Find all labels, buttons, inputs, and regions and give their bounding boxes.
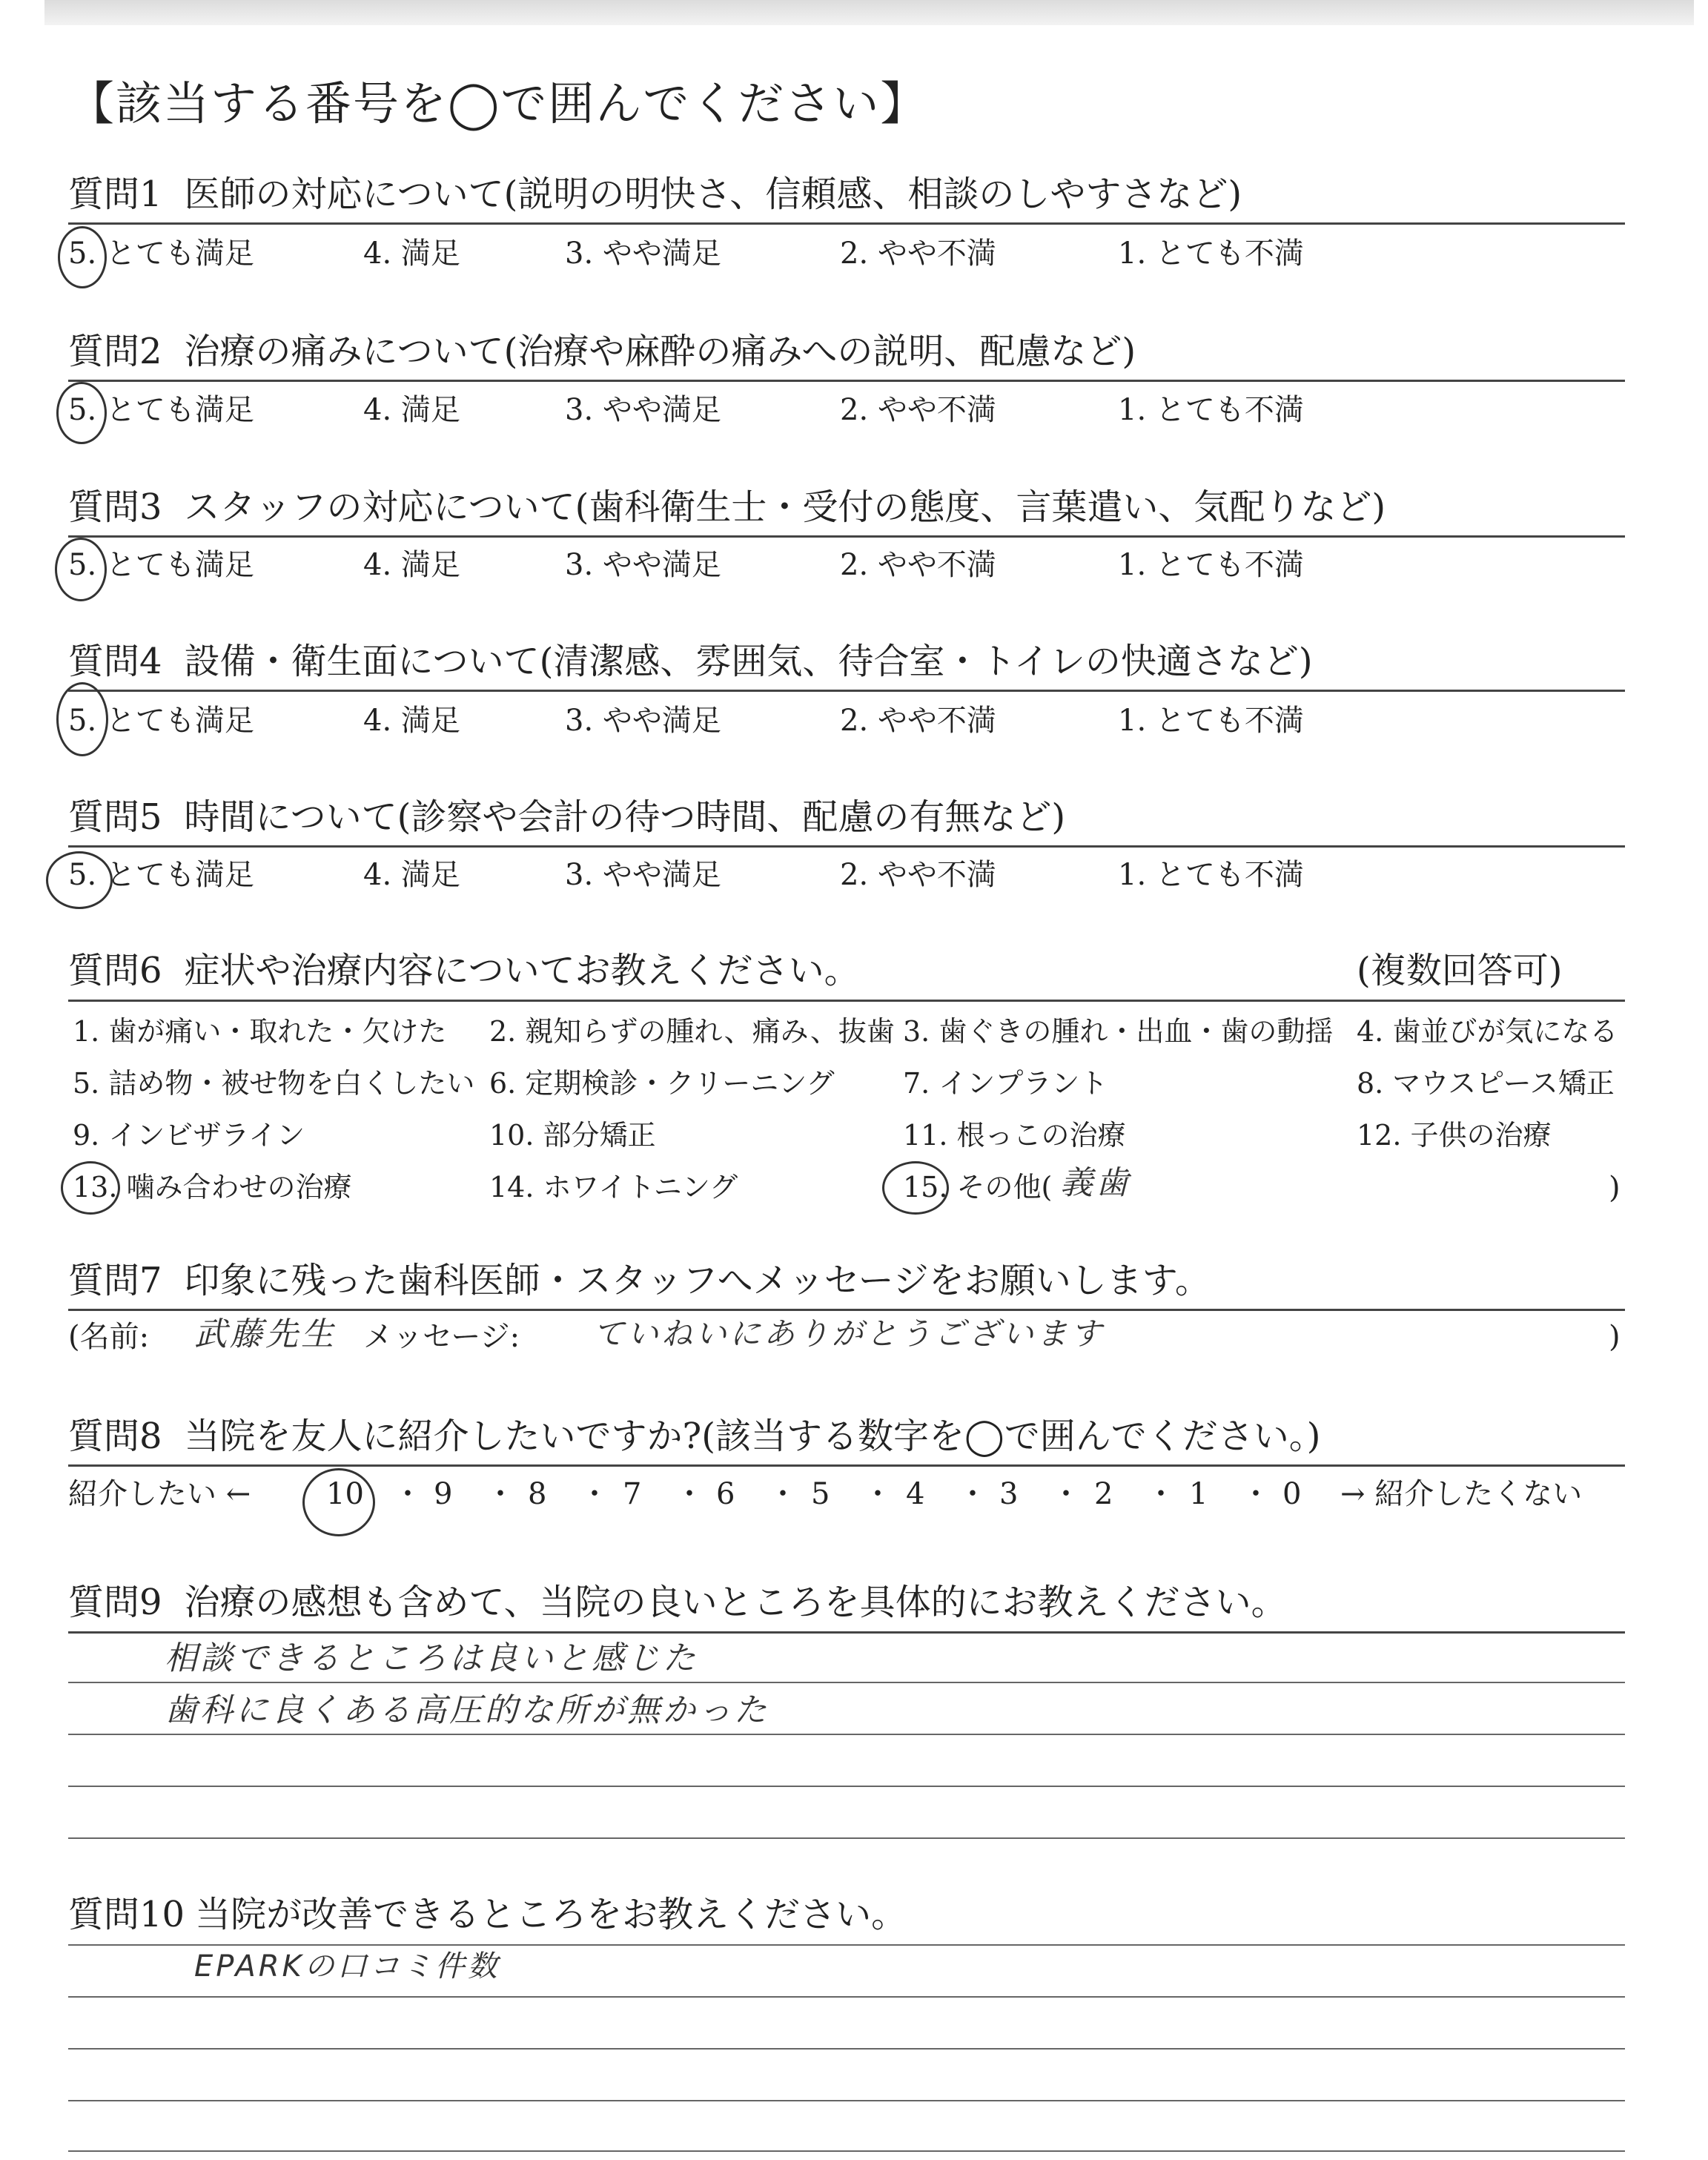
hand-drawn-circle (882, 1161, 949, 1215)
question-number: 質問8 (68, 1416, 162, 1457)
staff-name-handwritten: 武藤先生 (194, 1315, 337, 1353)
hand-drawn-circle (56, 382, 107, 444)
answer-line (68, 2150, 1625, 2152)
question-text: 医師の対応について(説明の明快さ、信頼感、相談のしやすさなど) (184, 174, 1242, 215)
scale-separator: ・ (580, 1477, 609, 1511)
question-text: 設備・衛生面について(清潔感、雰囲気、待合室・トイレの快適さなど) (184, 641, 1313, 682)
rating-option-2[interactable]: 2. やや不満 (840, 393, 996, 427)
scale-9[interactable]: 9 (434, 1477, 453, 1511)
answer-line (68, 1786, 1625, 1787)
scale-10[interactable]: 10 (326, 1477, 364, 1511)
scale-2[interactable]: 2 (1094, 1477, 1113, 1511)
rating-option-3[interactable]: 3. やや満足 (565, 548, 721, 582)
rating-option-5[interactable]: 5. とても満足 (68, 548, 254, 582)
scale-0[interactable]: 0 (1282, 1477, 1302, 1511)
multiple-answer-note: (複数回答可) (1357, 950, 1563, 991)
question-text: 症状や治療内容についてお教えください。 (184, 950, 860, 991)
rating-option-5[interactable]: 5. とても満足 (68, 393, 254, 427)
rating-option-1[interactable]: 1. とても不満 (1118, 393, 1304, 427)
question-number: 質問3 (68, 486, 162, 528)
question-number: 質問1 (68, 174, 162, 215)
name-label: (名前: (68, 1320, 150, 1354)
answer-line (68, 1996, 1625, 1998)
rating-option-2[interactable]: 2. やや不満 (840, 858, 996, 892)
scale-1[interactable]: 1 (1189, 1477, 1208, 1511)
question-number: 質問5 (68, 796, 162, 838)
divider (68, 845, 1625, 848)
rating-option-4[interactable]: 4. 満足 (363, 548, 460, 582)
rating-option-1[interactable]: 1. とても不満 (1118, 548, 1304, 582)
rating-option-4[interactable]: 4. 満足 (363, 704, 460, 738)
scale-7[interactable]: 7 (623, 1477, 642, 1511)
question-number: 質問9 (68, 1582, 162, 1623)
scale-separator: ・ (1146, 1477, 1176, 1511)
answer-line (68, 2048, 1625, 2050)
divider (68, 690, 1625, 692)
recommend-right-label: → 紹介したくない (1340, 1477, 1583, 1511)
answer-line (68, 2100, 1625, 2101)
rating-option-4[interactable]: 4. 満足 (363, 237, 460, 271)
rating-option-4[interactable]: 4. 満足 (363, 858, 460, 892)
scale-8[interactable]: 8 (528, 1477, 547, 1511)
hand-drawn-circle (58, 226, 107, 288)
question-number: 質問7 (68, 1260, 162, 1301)
symptom-option-6[interactable]: 6. 定期検診・クリーニング (489, 1067, 835, 1100)
question-number: 質問2 (68, 331, 162, 372)
symptom-option-13[interactable]: 13. 噛み合わせの治療 (73, 1171, 352, 1203)
question-text: 当院が改善できるところをお教えください。 (195, 1894, 907, 1935)
symptom-option-4[interactable]: 4. 歯並びが気になる (1357, 1015, 1618, 1048)
symptom-option-2[interactable]: 2. 親知らずの腫れ、痛み、抜歯 (489, 1015, 895, 1048)
rating-option-5[interactable]: 5. とても満足 (68, 858, 254, 892)
recommend-left-label: 紹介したい ← (68, 1477, 251, 1511)
divider (68, 1000, 1625, 1002)
rating-option-1[interactable]: 1. とても不満 (1118, 858, 1304, 892)
scale-4[interactable]: 4 (906, 1477, 925, 1511)
scale-separator: ・ (1051, 1477, 1081, 1511)
symptom-option-12[interactable]: 12. 子供の治療 (1357, 1119, 1552, 1152)
symptom-option-3[interactable]: 3. 歯ぐきの腫れ・出血・歯の動揺 (903, 1015, 1334, 1048)
rating-option-5[interactable]: 5. とても満足 (68, 704, 254, 738)
question-text: 時間について(診察や会計の待つ時間、配慮の有無など) (184, 796, 1066, 838)
symptom-option-5[interactable]: 5. 詰め物・被せ物を白くしたい (73, 1067, 475, 1100)
symptom-option-8[interactable]: 8. マウスピース矯正 (1357, 1067, 1615, 1100)
scale-3[interactable]: 3 (999, 1477, 1019, 1511)
hand-drawn-circle (56, 682, 108, 756)
good-point-line-2: 歯科に良くある高圧的な所が無かった (165, 1691, 769, 1729)
scale-separator: ・ (1241, 1477, 1271, 1511)
rating-option-1[interactable]: 1. とても不満 (1118, 704, 1304, 738)
divider (68, 380, 1625, 382)
scale-6[interactable]: 6 (716, 1477, 735, 1511)
symptom-option-10[interactable]: 10. 部分矯正 (489, 1119, 656, 1152)
question-text: 印象に残った歯科医師・スタッフへメッセージをお願いします。 (184, 1260, 1211, 1301)
divider (68, 1464, 1625, 1467)
scale-separator: ・ (863, 1477, 893, 1511)
rating-option-3[interactable]: 3. やや満足 (565, 237, 721, 271)
rating-option-1[interactable]: 1. とても不満 (1118, 237, 1304, 271)
question-text: 治療の痛みについて(治療や麻酔の痛みへの説明、配慮など) (184, 331, 1136, 372)
rating-option-3[interactable]: 3. やや満足 (565, 858, 721, 892)
symptom-option-7[interactable]: 7. インプラント (903, 1067, 1108, 1100)
rating-option-3[interactable]: 3. やや満足 (565, 704, 721, 738)
closing-paren: ) (1609, 1320, 1621, 1354)
scale-separator: ・ (675, 1477, 704, 1511)
closing-paren: ) (1609, 1171, 1621, 1205)
other-handwritten-answer: 義歯 (1060, 1164, 1131, 1202)
good-point-line-1: 相談できるところは良いと感じた (165, 1639, 698, 1677)
divider (68, 1309, 1625, 1311)
symptom-option-14[interactable]: 14. ホワイトニング (489, 1171, 738, 1203)
hand-drawn-circle (61, 1161, 120, 1215)
divider (68, 222, 1625, 225)
question-text: 当院を友人に紹介したいですか?(該当する数字を◯で囲んでください。) (184, 1416, 1321, 1457)
question-text: 治療の感想も含めて、当院の良いところを具体的にお教えください。 (184, 1582, 1287, 1623)
answer-line (68, 1944, 1625, 1946)
hand-drawn-circle (46, 851, 113, 909)
question-number: 質問6 (68, 950, 162, 991)
message-handwritten: ていねいにありがとうございます (593, 1315, 1105, 1352)
scale-separator: ・ (393, 1477, 423, 1511)
question-number: 質問4 (68, 641, 162, 682)
symptom-option-11[interactable]: 11. 根っこの治療 (903, 1119, 1126, 1152)
answer-line (68, 1734, 1625, 1735)
scale-5[interactable]: 5 (811, 1477, 830, 1511)
scan-top-edge (44, 0, 1694, 25)
rating-option-2[interactable]: 2. やや不満 (840, 548, 996, 582)
page-heading: 【該当する番号を◯で囲んでください】 (68, 76, 928, 131)
divider (68, 535, 1625, 538)
rating-option-5[interactable]: 5. とても満足 (68, 237, 254, 271)
answer-line (68, 1682, 1625, 1683)
hand-drawn-circle (302, 1468, 375, 1536)
rating-option-4[interactable]: 4. 満足 (363, 393, 460, 427)
symptom-option-15[interactable]: 15. その他( (903, 1171, 1053, 1203)
rating-option-3[interactable]: 3. やや満足 (565, 393, 721, 427)
symptom-option-9[interactable]: 9. インビザライン (73, 1119, 305, 1152)
rating-option-2[interactable]: 2. やや不満 (840, 704, 996, 738)
answer-line (68, 1837, 1625, 1839)
question-number: 質問10 (68, 1894, 185, 1935)
scale-separator: ・ (486, 1477, 515, 1511)
improvement-line-1: EPARKの口コミ件数 (194, 1949, 500, 1984)
scale-separator: ・ (768, 1477, 798, 1511)
rating-option-2[interactable]: 2. やや不満 (840, 237, 996, 271)
symptom-option-1[interactable]: 1. 歯が痛い・取れた・欠けた (73, 1015, 447, 1048)
question-text: スタッフの対応について(歯科衛生士・受付の態度、言葉遣い、気配りなど) (184, 486, 1386, 528)
message-label: メッセージ: (363, 1320, 520, 1354)
scale-separator: ・ (958, 1477, 987, 1511)
hand-drawn-circle (55, 538, 107, 601)
divider (68, 1631, 1625, 1634)
